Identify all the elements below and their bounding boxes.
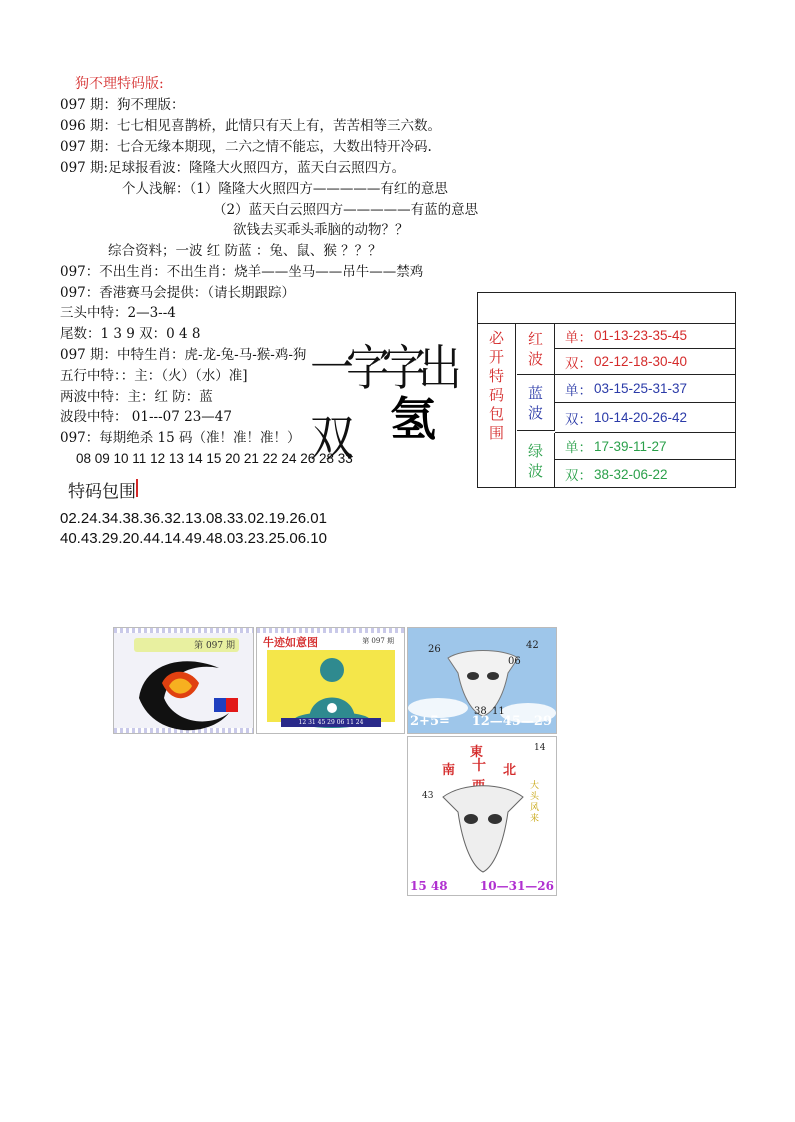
- wave-table-side-label: [478, 323, 516, 488]
- wave-red-odd: [555, 323, 736, 349]
- wave-blue: [517, 375, 555, 431]
- info-wave-range: 波段中特： 01---07 23—47: [60, 409, 232, 425]
- row-label: 双：: [565, 411, 592, 428]
- note-line-4: 综合资料；一波 红 防蓝 ：兔、鼠、猴 ？？？: [108, 243, 382, 259]
- note-line-1: 个人浅解：（1）隆隆大火照四方—————有红的意思: [122, 181, 448, 197]
- wave-red: [517, 323, 555, 375]
- img2-issue: 第 097 期: [362, 637, 394, 645]
- side-char: 特: [488, 367, 504, 385]
- wave-char: 红: [527, 329, 543, 348]
- info-tail-numbers: 尾数：1 3 9 双：0 4 8: [60, 326, 201, 342]
- row-numbers: 03-15-25-31-37: [594, 381, 688, 396]
- info-kill-15: 097：每期绝杀 15 码（准！准！准！）: [60, 430, 301, 446]
- line-096-poem: 096 期：七七相见喜鹊桥，此情只有天上有，苦苦相等三六数。: [60, 118, 442, 134]
- img2-title: 牛迹如意图: [263, 636, 318, 649]
- line-097-football: 097 期:足球报看波：隆隆大火照四方，蓝天白云照四方。: [60, 160, 406, 176]
- img3-num: 38: [474, 706, 487, 717]
- info-hk-jockey: 097：香港赛马会提供：（请长期跟踪）: [60, 285, 296, 301]
- info-zodiac: 097 期：中特生肖：虎-龙-兔-马-猴-鸡-狗: [60, 347, 307, 363]
- img1-banner: 第 097 期: [134, 638, 239, 652]
- wave-blue-even: [555, 403, 736, 433]
- img4-num: 43: [422, 791, 434, 801]
- dir-east: 東: [470, 745, 484, 760]
- side-char: 码: [488, 386, 504, 404]
- dir-south: 南: [442, 763, 456, 778]
- row-numbers: 10-14-20-26-42: [594, 410, 688, 425]
- row-label: 单：: [565, 382, 592, 399]
- cursor-mark: [136, 479, 144, 497]
- row-numbers: 01-13-23-35-45: [594, 328, 688, 343]
- side-char: 包: [488, 405, 504, 423]
- wave-char: 波: [527, 403, 543, 422]
- line-097-poem: 097 期：七合无缘本期现，二六之情不能忘，大数出特开冷码.: [60, 139, 432, 155]
- info-three-heads: 三头中特：2—3--4: [60, 305, 176, 321]
- calligraphy-art: [300, 335, 475, 468]
- wave-red-even: [555, 349, 736, 375]
- img4-num: 14: [534, 743, 546, 753]
- img3-bottom-right: 12—45—29: [471, 714, 552, 729]
- image-buddha: [256, 627, 405, 734]
- dir-center: 十: [472, 758, 486, 774]
- image-bull-sky: [407, 627, 557, 734]
- img3-num: 42: [526, 640, 539, 651]
- fire-swirl-icon: [114, 628, 254, 734]
- wave-green-even: [555, 460, 736, 488]
- row-label: 双：: [565, 468, 592, 484]
- img4-bottom-left: 15 48: [410, 879, 448, 893]
- line-097-version: 097 期：狗不理版：: [60, 97, 185, 113]
- row-numbers: 17-39-11-27: [594, 438, 667, 454]
- wave-blue-odd: [555, 375, 736, 403]
- calligraphy-bottom: 氢: [390, 392, 436, 446]
- side-char: 必: [488, 329, 504, 347]
- image-fire-emblem: [113, 627, 254, 734]
- img3-bottom-left: 2+5=: [410, 714, 450, 729]
- row-label: 单：: [565, 440, 592, 456]
- calligraphy-top: 一字字出双: [310, 340, 454, 468]
- img3-num: 26: [428, 644, 441, 655]
- info-elements: 五行中特：：主：（火）（水）准]: [60, 368, 248, 384]
- row-label: 双：: [565, 355, 592, 372]
- img3-num: 11: [492, 706, 505, 717]
- row-numbers: 02-12-18-30-40: [594, 354, 688, 369]
- side-char: 开: [488, 348, 504, 366]
- side-char: 围: [488, 424, 504, 442]
- wave-char: 波: [527, 461, 543, 480]
- wave-green: [517, 433, 555, 488]
- note-line-3: 欲钱去买乖头乖脑的动物？？: [233, 222, 409, 238]
- wave-table: [477, 292, 736, 488]
- info-two-waves: 两波中特：主：红 防：蓝: [60, 389, 213, 405]
- special-row-2: 40.43.29.20.44.14.49.48.03.23.25.06.10: [60, 530, 327, 547]
- dir-north: 北: [503, 763, 517, 778]
- special-row-1: 02.24.34.38.36.32.13.08.33.02.19.26.01: [60, 510, 327, 527]
- wave-char: 绿: [527, 441, 543, 460]
- page-title: 狗不理特码版:: [75, 76, 164, 92]
- wave-char: 蓝: [527, 383, 543, 402]
- wave-char: 波: [527, 349, 543, 368]
- info-not-zodiac: 097：不出生肖：不出生肖：烧羊——坐马——吊牛——禁鸡: [60, 264, 424, 280]
- row-numbers: 38-32-06-22: [594, 466, 668, 482]
- img3-num: 06: [508, 656, 521, 667]
- special-heading: 特码包围: [68, 482, 136, 501]
- wave-green-odd: [555, 433, 736, 460]
- killed-numbers: 08 09 10 11 12 13 14 15 20 21 22 24 26 28 33: [76, 451, 353, 466]
- img4-bottom-right: 10—31—26: [479, 879, 554, 893]
- img2-footer: 12 31 45 29 06 11 24: [281, 718, 381, 727]
- note-line-2: （2）蓝天白云照四方—————有蓝的意思: [213, 202, 479, 218]
- wave-table-header: [478, 293, 735, 324]
- image-bull-compass: [407, 736, 557, 896]
- row-label: 单：: [565, 329, 592, 346]
- img4-side-text: 大头风来: [530, 781, 540, 824]
